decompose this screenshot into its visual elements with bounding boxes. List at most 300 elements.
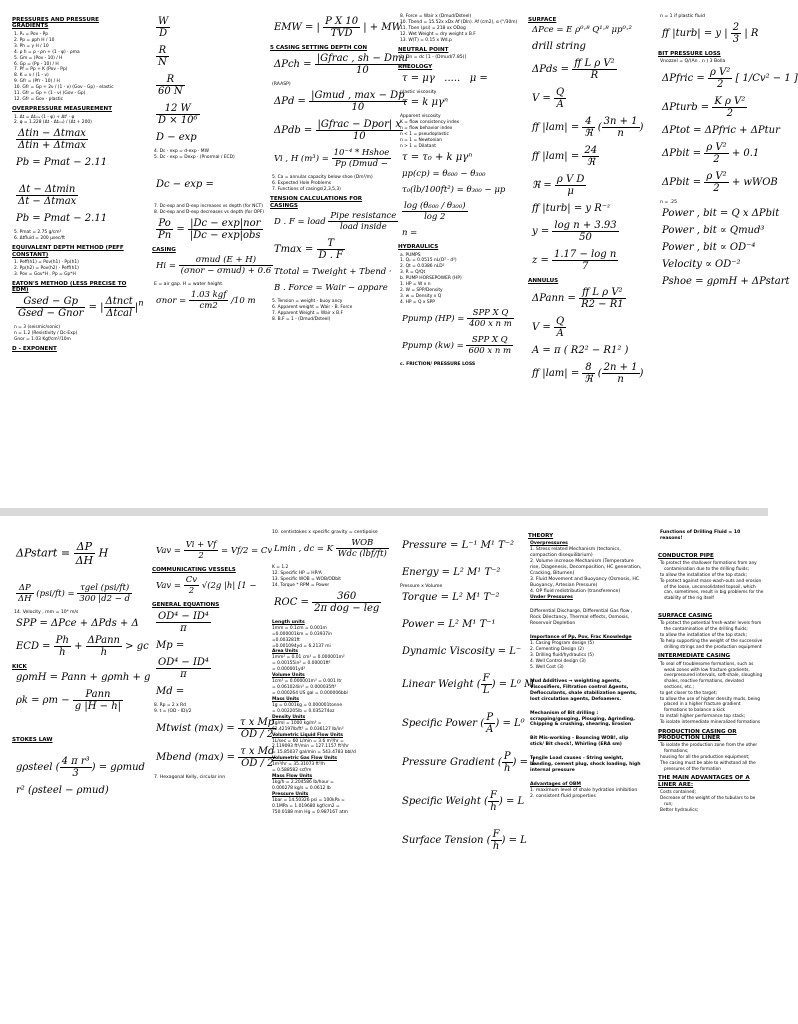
equation-design-factor xyxy=(274,211,397,233)
equation-bending-moment xyxy=(156,657,254,680)
top-column-2 xyxy=(140,0,272,508)
list-item: 1L/sec = 60 L/min = 3.6 m³/hr = xyxy=(272,738,344,744)
equation-label: ΔPbit = xyxy=(662,177,702,189)
overpressure-list xyxy=(14,115,136,127)
heading-casing: CASING xyxy=(152,246,176,253)
fraction-numerator: K ρ V² xyxy=(714,96,746,108)
list-item: 7. Functions of casings(2,3,5,3) xyxy=(272,187,341,193)
velocity-note: 14. Velocity , mm = 10⁴ m/s xyxy=(14,610,79,615)
fraction-denominator: 2 xyxy=(726,108,733,120)
equation-pdb xyxy=(274,119,402,143)
heading-length-units: Length units xyxy=(272,619,305,625)
fraction-numerator: |Gfrac , sh − Dmu xyxy=(316,53,408,65)
equation-label: Ppump (kw) = xyxy=(402,340,464,351)
fraction-numerator: 8 xyxy=(582,362,594,374)
equation-ff-turb-bit xyxy=(662,22,764,45)
eaton-list xyxy=(14,325,136,343)
units-list xyxy=(272,626,382,816)
list-item: to allow the installation of the top stack; xyxy=(660,572,747,578)
equation-label: gρsteel xyxy=(16,761,53,773)
list-item: To protect the potential fresh-water levels from the contamination of the drilling fluids; xyxy=(660,621,762,633)
list-item: 62.42197lb/ft³ = 0.036127 lb/in³ xyxy=(272,726,344,732)
list-item: n = 1.2 (Resistivity / Dc-Exp) xyxy=(14,330,78,336)
list-item: 2. φ = 1.228 (Δt - Δtₘₐ) / (Δt + 200) xyxy=(14,120,92,126)
list-item: b. PUMP HORSEPOWER (HP) xyxy=(400,276,462,282)
equation-label: ΔPch = xyxy=(274,59,312,71)
equation-label: ff |lam| = xyxy=(532,151,580,163)
fraction-numerator: Ph xyxy=(55,634,69,646)
fraction-denominator: ΔH xyxy=(18,594,32,604)
fraction-denominator: 3 xyxy=(732,33,740,45)
equation-spp: SPP = ΔPce + ΔPds + Δ xyxy=(16,617,139,629)
list-item: 4. HP = Q x SPP xyxy=(400,300,435,306)
list-item: 5. Ca = annular capacity below shoe (Dm³/m) xyxy=(272,175,373,181)
heading-annulus: ANNULUS xyxy=(528,278,559,285)
list-item: 1mm = 0.1cm = 0.001m xyxy=(272,625,327,631)
equation-label: ΔPdb = xyxy=(274,125,313,137)
fraction-denominator: 60 N xyxy=(158,86,183,97)
heading-communicating-vessels: COMMUNICATING VESSELS xyxy=(152,567,236,573)
equation-label: V = xyxy=(532,321,551,333)
fraction-numerator: τgel (psi/ft) xyxy=(77,583,132,594)
list-item: 1g/ml = 1000 kg/m³ = xyxy=(272,720,322,726)
equation-tail: = L⁰ M xyxy=(498,678,535,690)
list-item: 12. Specific HP = HP/A xyxy=(272,570,322,576)
list-item: To seal off troublesome formations, such as weak zones with low fracture gradients, overpressured intervals, soft-shale, sloughing shales, reactive formations, deviated sections, etc.; xyxy=(660,661,763,690)
importance-list xyxy=(530,641,642,671)
fraction-denominator: 2π dog − leg xyxy=(314,602,380,614)
equation-dim-power: Power = L² M¹ T⁻¹ xyxy=(402,618,496,630)
list-item: Area Units xyxy=(272,649,298,655)
bottom-column-2 xyxy=(140,516,275,1024)
fraction-numerator: Gsed − Gp xyxy=(16,296,85,308)
equation-tail: = L⁰ xyxy=(502,717,525,729)
bottom-column-3 xyxy=(258,516,386,1024)
equation-tail: | R xyxy=(744,27,759,39)
equation-tail: = L xyxy=(506,795,525,807)
equation-label: ΔPds = xyxy=(532,64,570,76)
fraction-part: OD xyxy=(241,757,258,769)
equation-label: ff |turb| = y | xyxy=(662,27,728,39)
fraction-numerator: W xyxy=(158,16,169,27)
list-item: 1. HP = W x n xyxy=(400,282,431,288)
equation-label: Surface Tension xyxy=(402,834,484,846)
fraction-numerator: 4 xyxy=(582,116,594,128)
equation-eaton: $\frac{\text{Gsed − Gp}}{\text{Gsed − Gnor}}$ = | $\frac{\text{Δtnct}}{\text{Δtcal}}$ $|^n$ xyxy=(18,295,144,319)
fraction-numerator: ΔPann xyxy=(87,634,120,646)
equation-mbend xyxy=(156,745,275,769)
list-item: 1. Pₐ = Pov - Pp xyxy=(14,31,49,37)
fraction-denominator: |Dc − exp|obs xyxy=(189,229,261,241)
equation-label: Hi = xyxy=(156,261,176,272)
fraction-denominator: 10 xyxy=(352,131,366,143)
heading-hydraulics: HYDRAULICS xyxy=(398,244,439,251)
raasp-label: (RAASP) xyxy=(272,82,291,88)
list-item: n = 1 = Newtonian xyxy=(400,138,442,144)
equation-vav xyxy=(156,540,273,561)
bottom-column-6 xyxy=(646,516,768,1024)
equation-label: Vav = xyxy=(156,581,182,592)
bottom-column-1 xyxy=(0,516,151,1024)
equation-power-bit-2: Power , bit ∝ Qmud³ xyxy=(662,225,765,237)
fraction-denominator: Wdc (lbf/ft) xyxy=(337,548,387,559)
equation-tail: > gc xyxy=(125,640,149,652)
fraction-numerator: |Gmud , max − Dp xyxy=(311,90,405,102)
list-item: = 0.000001yd² xyxy=(272,667,306,673)
equation-pump-hp xyxy=(402,308,512,329)
list-item: 3. Drilling fluid/hydraulics (5) xyxy=(530,652,594,658)
n-value: n = .25 xyxy=(660,200,677,206)
equation-tau-zero-b: τ₀(lb/100ft²) = θ₃₀₀ − μp xyxy=(402,185,506,196)
list-item: housing for all the production equipment; xyxy=(660,754,750,760)
heading-overpressure: OVERPRESSURE MEASUREMENT xyxy=(12,106,113,113)
equation-d-exp: D − exp xyxy=(156,132,197,143)
heading-importance: Importance of Pp, Pov, Frac Knowledge xyxy=(530,635,632,641)
fraction-denominator: D . F xyxy=(318,250,343,262)
list-item: 3. Fluid Movement and Buoyancy (Osmosis, HC Buoyancy, Artesian Pressure) xyxy=(530,577,639,589)
list-item: 14. Torque * RPM = Power xyxy=(272,582,330,588)
list-item: to get closer to the target; xyxy=(660,690,717,696)
list-item: 8. B.F = 1 - (Dmud/Dsteel) xyxy=(272,316,331,322)
equation-w-over-d xyxy=(156,16,254,39)
top-column-4 xyxy=(386,0,516,508)
equation-tau-zero: τ = τ₀ + k μγⁿ xyxy=(402,152,473,164)
heading-d-exponent: D - EXPONENT xyxy=(12,345,57,352)
equation-gel-gradient xyxy=(16,583,136,604)
list-item: K = flow consistency index xyxy=(400,120,460,126)
fraction-part: OD xyxy=(240,728,258,740)
equation-dim-specific-power: Specific Power ( $\frac{P}{A}$ ) = L⁰ xyxy=(402,711,525,735)
fraction-denominator: ℜ xyxy=(586,157,595,169)
fraction-denominator: D xyxy=(159,28,168,39)
equation-pb-ratio-2 xyxy=(16,184,136,207)
equation-pbit-wob xyxy=(662,171,778,195)
fraction-denominator: OD / 2 xyxy=(240,728,274,740)
list-item: 13. Specific WOB = WOB/ODbit xyxy=(272,576,341,582)
heading-production-casing: PRODUCTION CASING OR PRODUCTION LINER xyxy=(658,728,737,741)
document-page-top xyxy=(0,0,798,508)
list-item: 7. Dc-exp and D-exp increases vs depth (for NCT) xyxy=(154,203,263,209)
equation-n-log xyxy=(402,201,512,222)
list-item: Density Units xyxy=(272,714,306,720)
equation-label: ΔPbit = xyxy=(662,148,702,160)
list-item: 2. Qt = 0.0386 nLD² xyxy=(400,264,445,270)
heading-theory: THEORY xyxy=(528,533,554,539)
fraction-numerator: log (θ₆₀₀ / θ₃₀₀) xyxy=(404,201,466,212)
force-list xyxy=(400,14,518,44)
list-item: 0.1MPa = 1.019680 kgf/cm2 = xyxy=(272,803,340,809)
equation-label: y = xyxy=(532,226,550,238)
list-item: = 0.061024in³ = 0.000035ft³ xyxy=(272,685,337,691)
equation-label: Ppump (HP) = xyxy=(402,313,465,324)
heading-liner-advantages: THE MAIN ADVANTAGES OF A LINER ARE: xyxy=(658,775,750,788)
equation-md: Md = xyxy=(156,685,185,697)
fraction-numerator: log n + 3.93 xyxy=(554,220,617,232)
equation-label: D . F = load xyxy=(274,217,326,228)
k-list xyxy=(272,565,382,589)
top-column-5 xyxy=(516,0,646,508)
equation-pce: ΔPce = E ρ⁰·⁸ Q¹·⁸ μp⁰·² xyxy=(532,25,632,36)
list-item: To protect the shallower formations from any contamination due to the drilling fluids; xyxy=(660,561,757,573)
list-item: 1m³/hr = 35.31073 ft³/h xyxy=(272,762,325,768)
list-item: 2. Pp(h2) = Pov(h2) - Peff(h1) xyxy=(14,266,79,272)
heading-kick: KICK xyxy=(12,663,27,670)
pressure-list xyxy=(14,32,136,103)
list-item: To isolate intermediate mineralized formations xyxy=(660,719,761,725)
equation-annulus-velocity xyxy=(532,316,642,339)
fraction-denominator: h xyxy=(59,646,66,658)
fraction-denominator: Δt − Δtmax xyxy=(18,196,77,208)
list-item: 5. Gm = (Pov - 10) / H xyxy=(14,55,63,61)
heading-obm-advantages: Advantages of OBM xyxy=(530,782,581,788)
equation-tail: √(2g |h| [1 − xyxy=(201,581,257,592)
list-item: Volume Units xyxy=(272,673,305,679)
equation-ttotal: Ttotal = Tweight + Tbend · xyxy=(274,267,392,278)
heading-eaton: EATON'S METHOD (LESS PRECISE TO EDM) xyxy=(12,280,127,294)
top-column-3 xyxy=(258,0,408,508)
fraction-denominator: Δtin + Δtmax xyxy=(18,140,86,152)
list-item: = 0.588582 scf/m xyxy=(272,768,312,774)
fraction-denominator: R2 − R1 xyxy=(581,298,624,310)
list-item: Decrease of the weight of the tubulars to be run; xyxy=(660,796,756,807)
fraction-denominator: D × 10⁶ xyxy=(158,115,198,126)
list-item: 9. t = (OD - ID)/2 xyxy=(154,708,192,714)
equation-label: ΔPfric = xyxy=(662,73,705,85)
fraction-denominator: π xyxy=(180,622,187,634)
equation-pann xyxy=(532,287,642,310)
heading-surface-casing: SURFACE CASING xyxy=(658,612,713,619)
pmat-list xyxy=(14,230,136,242)
equation-mu-p: μp(cp) = θ₆₀₀ − θ₃₀₀ xyxy=(402,169,486,180)
list-item: 12. Gfr = Gov - plastic xyxy=(14,97,64,103)
fraction-numerator: |Gfrac − Dpor| x xyxy=(317,119,402,131)
list-item: 1cm³ = 0.000001m³ = 0.001 ltr xyxy=(272,679,342,685)
fraction-denominator: ℜ xyxy=(584,373,593,385)
fraction-denominator: 10 xyxy=(355,65,369,77)
centistokes-note: 10. centistokes x specific gravity = centipoise xyxy=(272,530,378,535)
equation-pump-kw xyxy=(402,335,512,356)
equation-pb-ratio-1 xyxy=(16,128,136,151)
equation-vi xyxy=(274,148,390,170)
equation-mtwist xyxy=(156,716,275,740)
fraction-numerator: R xyxy=(156,45,169,57)
fraction-numerator: Q xyxy=(555,87,565,99)
fraction-denominator: 3 xyxy=(72,767,79,779)
equation-tail: = Vf/2 = Cv xyxy=(221,546,273,556)
list-item: To protect against mass-wash-outs and erosion of the loose, unconsolidated topsoil, which can, sometimes, result in big problems for the stability of the rig itself xyxy=(660,578,764,602)
fraction-denominator: Δtcal xyxy=(106,307,133,319)
list-item: To isolate the production zone from the other formations; xyxy=(660,743,758,755)
list-item: =0.001094yd = 6.2137 mi xyxy=(272,643,331,649)
list-item: Costs contained; xyxy=(660,790,696,796)
list-item: Volumetric Gas Flow Units xyxy=(272,756,337,762)
equation-polar-moment xyxy=(156,611,254,634)
list-item: n < 1 = pseudoplastic xyxy=(400,132,449,138)
list-item: 3. Ph = γ H / 10 xyxy=(14,43,49,49)
fraction-numerator: 10⁻⁴ * Hshoe xyxy=(333,148,390,159)
equation-label: ECD = xyxy=(16,640,51,652)
list-item: 3. R = Q/Qt xyxy=(400,270,426,276)
fraction-denominator: 2 xyxy=(713,154,720,166)
list-item: 6. Δtfluid = 200 μsec/ft xyxy=(14,236,65,242)
fraction-numerator: Q xyxy=(555,315,565,327)
fraction-numerator: τ x Mp xyxy=(239,716,275,728)
fraction-denominator: A xyxy=(486,723,494,735)
under-pressure-text: Differential Discharge, Differential Gas flow , Rock Dilectancy, Thermal effects, Osmosis, Reservoir Depletion xyxy=(530,609,633,627)
fraction-denominator: 7 xyxy=(581,261,589,273)
list-item: to allow the installation of the top stack; xyxy=(660,632,747,638)
fraction-numerator: Δt − Δtmin xyxy=(16,184,78,196)
fraction-numerator: ff L ρ V² xyxy=(579,287,626,299)
list-item: 2. consistent fluid properties xyxy=(530,794,596,800)
fraction-denominator: h xyxy=(100,646,108,658)
list-item: to install higher performance top stack; xyxy=(660,713,746,719)
fraction-numerator: 2n + 1 xyxy=(603,361,638,373)
fraction-numerator: Vi + Vf xyxy=(185,540,217,550)
list-item: 3. Pov = Gov*H , Pp = Gp*H xyxy=(14,271,76,277)
list-item: =0.000001km = 0.03937in xyxy=(272,631,333,637)
fraction-denominator: n xyxy=(617,128,624,140)
equation-ptot: ΔPtot = ΔPfric + ΔPtur xyxy=(662,125,780,137)
fraction-part: 2 xyxy=(266,728,274,740)
list-item: 8. K = ν / (1 - ν) xyxy=(14,73,49,79)
list-item: 4. ρ h = ρ - ρn + (1 - φ) · ρma xyxy=(14,49,80,55)
equation-label: V = xyxy=(532,93,551,105)
equation-pb-2: Pb = Pmat − 2.11 xyxy=(16,213,108,225)
equation-dim-torque: Torque = L² M¹ T⁻² xyxy=(402,591,500,603)
fraction-numerator: R xyxy=(156,74,185,86)
list-item: n = 3 (seismic/sonic) xyxy=(14,324,61,330)
fraction-denominator: ΔH xyxy=(75,554,94,567)
equation-tail: | + MW xyxy=(363,22,402,33)
plastic-viscosity-label: plastic viscosity xyxy=(400,89,437,95)
equation-lmin xyxy=(274,537,387,559)
pressure-volume-note: Pressure x Volume xyxy=(400,584,443,589)
equation-pturb xyxy=(662,96,764,119)
fraction-denominator: R xyxy=(590,70,599,82)
fraction-part: 2 xyxy=(267,757,274,769)
list-item: Gnor = 1.03 Kgf/cm²/10m xyxy=(14,336,71,342)
equation-label: σnor = xyxy=(156,296,187,307)
heading-conductor-pipe: CONDUCTOR PIPE xyxy=(658,552,714,559)
list-item: 6. Apparent weight = Wair - B. Force xyxy=(272,304,353,310)
equation-pshoe: Pshoe = gρmH + ΔPstart xyxy=(662,276,790,288)
list-item: Volumetric Liquid Flow Units xyxy=(272,732,344,738)
equation-dim-viscosity: Dynamic Viscosity = L⁻ xyxy=(402,645,522,657)
equation-z xyxy=(532,249,642,272)
equation-pfric xyxy=(662,67,798,91)
fraction-denominator: 400 x n m xyxy=(469,318,512,329)
fraction-denominator: g |H − h| xyxy=(74,701,121,713)
equation-label: τ = μγ xyxy=(402,72,435,84)
fraction-numerator: OD⁴ − ID⁴ xyxy=(158,610,209,622)
equation-label: ROC = xyxy=(274,596,309,608)
equation-label: Specific Power xyxy=(402,717,478,729)
fraction-numerator: P X 10 xyxy=(325,16,359,27)
hydraulics-list xyxy=(400,253,512,306)
list-item: to allow the use of higher density muds, being placed in a higher fracture gradient formations to balance a kick xyxy=(660,696,760,714)
equation-n: n = xyxy=(402,228,418,239)
list-item: 6. Gp = (Pp - 10) / H xyxy=(14,61,59,67)
casing-note: E = air gap. H = water height. xyxy=(154,282,224,288)
equation-velocity xyxy=(532,87,642,110)
fraction-denominator: π xyxy=(180,668,187,680)
equation-dim-pressure: Pressure = L⁻¹ M¹ T⁻² xyxy=(402,540,515,551)
fraction-numerator: 1.17 − log n xyxy=(554,249,617,261)
list-item: = 15.85037 gal/min = 543.4783 bbl/d xyxy=(272,750,356,756)
list-item: 5. Pmat = 2.75 g/cm³ xyxy=(14,230,62,236)
list-item: n > 1 = Dilatant xyxy=(400,144,436,150)
fraction-numerator: 3n + 1 xyxy=(603,116,638,128)
bottom-column-5 xyxy=(516,516,646,1024)
equation-roc xyxy=(274,591,382,614)
equation-label: ΔPturb = xyxy=(662,102,710,114)
fraction-denominator: 50 xyxy=(579,232,592,244)
equation-label: ff |lam| = xyxy=(532,122,580,134)
list-item: To help supporting the weight of the successive drilling strings and the production equipment xyxy=(660,638,763,650)
equation-label: ρk = ρm − xyxy=(16,695,70,707)
fraction-denominator: 2 xyxy=(713,183,720,195)
equation-ecd: ECD = $\frac{Ph}{h}$ + $\frac{\text{ΔPann}}{h}$ > gc xyxy=(16,634,149,658)
list-item: 8. Force = Wair x (Dmud/Dsteel) xyxy=(400,14,472,19)
list-item: 1mm² = 0.01 cm² = 0.000001m² xyxy=(272,655,345,661)
drill-string-label: drill string xyxy=(532,41,586,53)
list-item: Pressure Units xyxy=(272,791,309,797)
equation-label: Vav = xyxy=(156,546,182,556)
equation-label: Pressure Gradient xyxy=(402,756,495,768)
fraction-numerator: F xyxy=(492,828,500,840)
fraction-denominator: h xyxy=(503,762,511,774)
list-item: 4. OP fluid redistribution (transference) xyxy=(530,589,621,595)
fraction-denominator: 10 xyxy=(351,102,365,114)
list-item: 1bar = 14.50326 psi = 100kPa = xyxy=(272,797,345,803)
fraction-numerator: ρ V² xyxy=(706,171,727,183)
nozzle-velocity: Vnozzel = Q/(An . n ) 3 Bolla xyxy=(660,59,726,65)
list-item: 11. Gfr = Gp + (1 - ν) (Gov - Gp) xyxy=(14,91,86,97)
fraction-numerator: P xyxy=(484,712,495,724)
vi-list xyxy=(272,175,382,193)
equation-dim-energy: Energy = L² M¹ T⁻² xyxy=(402,567,501,578)
list-item: 1. Peff(h1) = Pov(h1) - Pp(h1) xyxy=(14,260,79,266)
list-item: 5. Dc - exp = Dexp · (Pnormal / ECD) xyxy=(154,154,235,160)
equation-label: ΔPd = xyxy=(274,96,306,108)
kelly-note: 7. Hexagonal Kelly, circular inn xyxy=(154,774,226,780)
equation-dim-surface-tension: Surface Tension ( $\frac{F}{h}$ ) = L xyxy=(402,828,527,852)
equation-label: (psi/ft) = xyxy=(36,589,75,599)
heading-neutral-point: NEUTRAL POINT xyxy=(398,46,449,53)
document-page-bottom xyxy=(0,516,768,1024)
heading-overpressures: Overpressures xyxy=(530,541,568,547)
fraction-denominator: cm2 xyxy=(199,301,218,312)
equation-tail: = L xyxy=(508,834,527,846)
bit-misworking-text: Bit Mis-working - Bouncing WOB!, slip stick/ Bit chock!, Whirling (ERA sm) xyxy=(530,736,629,748)
list-item: =0.003281ft xyxy=(272,637,300,643)
equation-velocity-od: Velocity ∝ OD⁻² xyxy=(662,259,741,271)
fraction-denominator: μ xyxy=(567,186,574,198)
equation-kick: gρmH = Pann + gρmh + g xyxy=(16,672,151,684)
fraction-numerator: ΔP xyxy=(16,583,34,594)
fraction-numerator: Po xyxy=(156,218,173,230)
fraction-numerator: 24 xyxy=(584,145,598,157)
equation-dim-specific-weight: Specific Weight ( $\frac{F}{h}$ ) = L xyxy=(402,789,525,813)
equation-pch xyxy=(274,53,408,77)
list-item: 1. maximum level of shale hydration inhibition xyxy=(530,788,638,794)
equation-po-pn: $\frac{Po}{Pn}$ = $\frac{\text{|Dc − exp|nor}}{\text{|Dc − exp|obs}}$ xyxy=(158,217,261,241)
fraction-denominator: 300 |d2 − d xyxy=(79,594,130,604)
equation-emw xyxy=(274,16,402,39)
fraction-numerator: |Dc − exp|nor xyxy=(188,218,263,230)
equation-power-bit-3: Power , bit ∝ OD⁻⁴ xyxy=(662,242,756,254)
